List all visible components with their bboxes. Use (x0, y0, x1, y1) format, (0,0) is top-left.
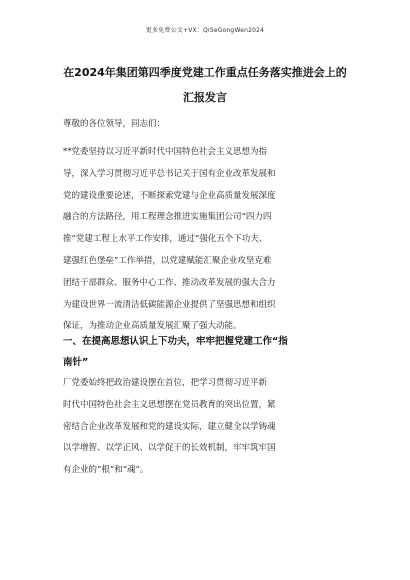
paragraph-line: 导，深入学习贯彻习近平总书记关于国有企业改革发展和 (63, 168, 276, 179)
paragraph-line: 保证，为推动企业高质量发展汇聚了强大动能。 (63, 321, 242, 332)
section-1-heading (63, 331, 353, 373)
paragraph-line: 党的建设重要论述，不断探索党建与企业高质量发展深度 (63, 190, 276, 201)
paragraph-line: 团结干部群众、服务中心工作、推动改革发展的强大合力 (63, 277, 276, 288)
paragraph-line: 密结合企业改革发展和党的建设实际，建立健全以学铸魂 (63, 421, 276, 432)
document-title-line-2: 汇报发言 (183, 91, 227, 104)
section-1-paragraph (63, 373, 348, 482)
header-note: 更多免费公文+VX：QiSeGongWen2024 (145, 27, 265, 34)
paragraph-line: 厂党委始终把政治建设摆在首位，把学习贯彻习近平新 (63, 378, 268, 388)
paragraph-line: 推”党建工程上水平工作安排，通过“强化五个下功夫、 (63, 234, 268, 245)
paragraph-line: 建强红色堡垒”工作举措，以党建赋能汇聚企业攻坚克难 (63, 255, 272, 266)
paragraph-line: **党委坚持以习近平新时代中国特色社会主义思想为指 (63, 147, 268, 157)
intro-paragraph (63, 142, 348, 338)
paragraph-line: 有企业的“根”和“魂”。 (63, 465, 149, 476)
paragraph-line: 融合的方法路径，用工程理念推进实施集团公司“四力四 (63, 212, 272, 223)
paragraph-line: 为建设世界一流清洁低碳能源企业提供了坚强思想和组织 (63, 299, 276, 310)
heading-line: 南针” (63, 357, 89, 368)
salutation: 尊敬的各位领导，同志们： (63, 119, 166, 129)
paragraph-line: 时代中国特色社会主义思想摆在党员教育的突出位置，紧 (63, 399, 276, 410)
heading-line: 一、在提高思想认识上下功夫，牢牢把握党建工作“指 (63, 336, 288, 347)
document-title-line-1: 在2024年集团第四季度党建工作重点任务落实推进会上的 (63, 66, 347, 79)
paragraph-line: 以学增智、以学正风、以学促干的长效机制，牢牢筑牢国 (63, 443, 276, 454)
